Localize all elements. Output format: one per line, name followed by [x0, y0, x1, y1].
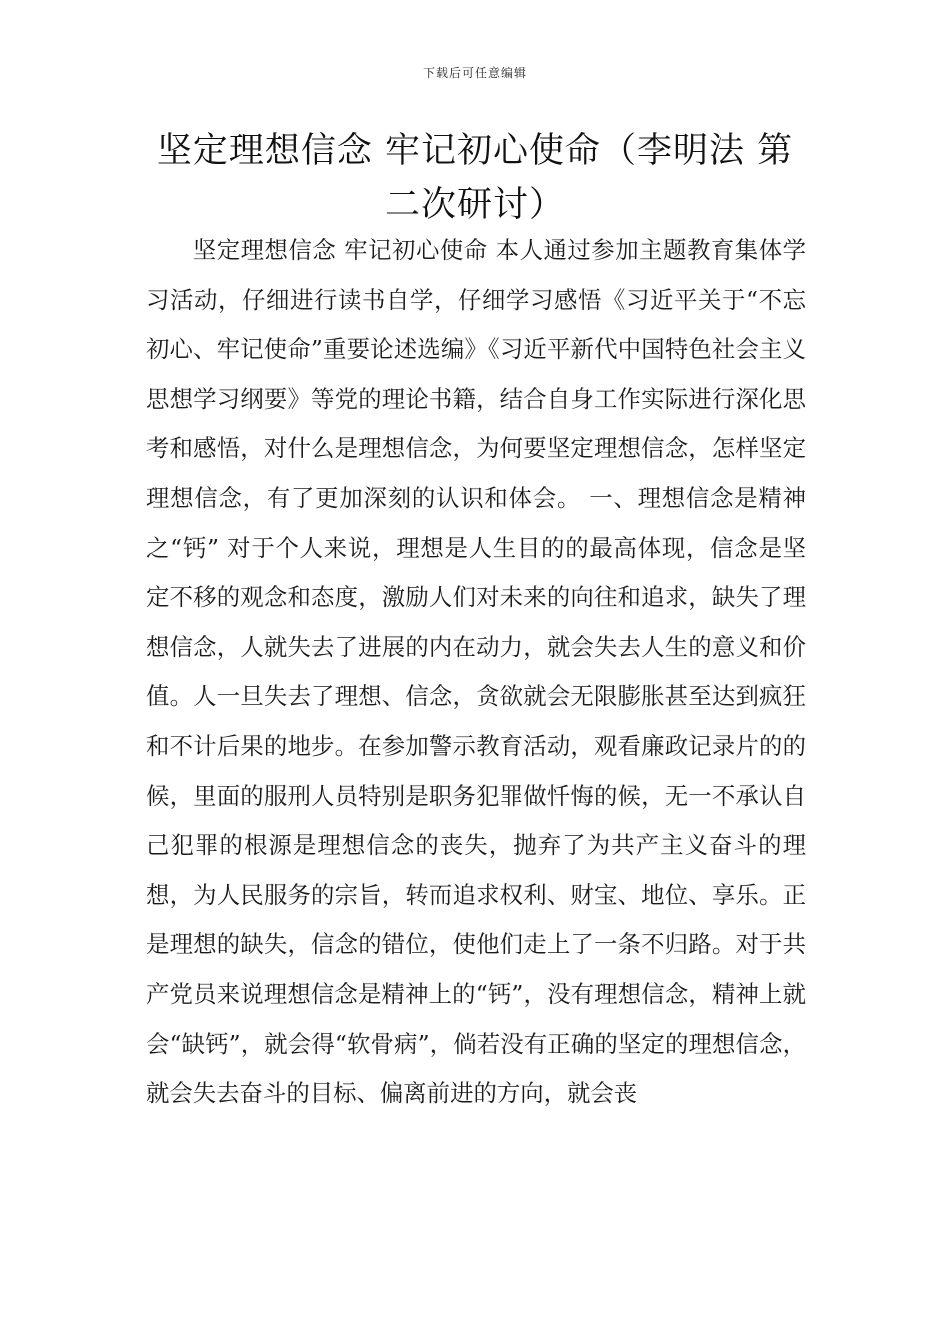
header-note: 下载后可任意编辑 — [422, 66, 527, 80]
body-paragraph: 坚定理想信念 牢记初心使命 本人通过参加主题教育集体学习活动，仔细进行读书自学，仔细学习感悟《习近平关于“不忘初心、牢记使命”重要论述选编》《习近平新代中国特色社会主义思想学习纲要》等党的理论书籍，结合自身工作实际进行深化思考和感悟，对什么是理想信念，为何要坚定理想信念，怎样坚定理想信念，有了更加深刻的认识和体会。 一、理想信念是精神之“钙” 对于个人来说，理想是人生目的的最高体现，信念是坚定不移的观念和态度，激励人们对未来的向往和追求，缺失了理想信念，人就失去了进展的内在动力，就会失去人生的意义和价值。人一旦失去了理想、信念，贪欲就会无限膨胀甚至达到疯狂和不计后果的地步。在参加警示教育活动，观看廉政记录片的的候，里面的服刑人员特别是职务犯罪做忏悔的候，无一不承认自己犯罪的根源是理想信念的丧失，抛弃了为共产主义奋斗的理想，为人民服务的宗旨，转而追求权利、财宝、地位、享乐。正是理想的缺失，信念的错位，使他们走上了一条不归路。对于共产党员来说理想信念是精神上的“钙”，没有理想信念，精神上就会“缺钙”，就会得“软骨病”，倘若没有正确的坚定的理想信念，就会失去奋斗的目标、偏离前进的方向，就会丧 — [146, 236, 806, 1108]
document-title: 坚定理想信念 牢记初心使命（李明法 第二次研讨） — [156, 131, 794, 225]
